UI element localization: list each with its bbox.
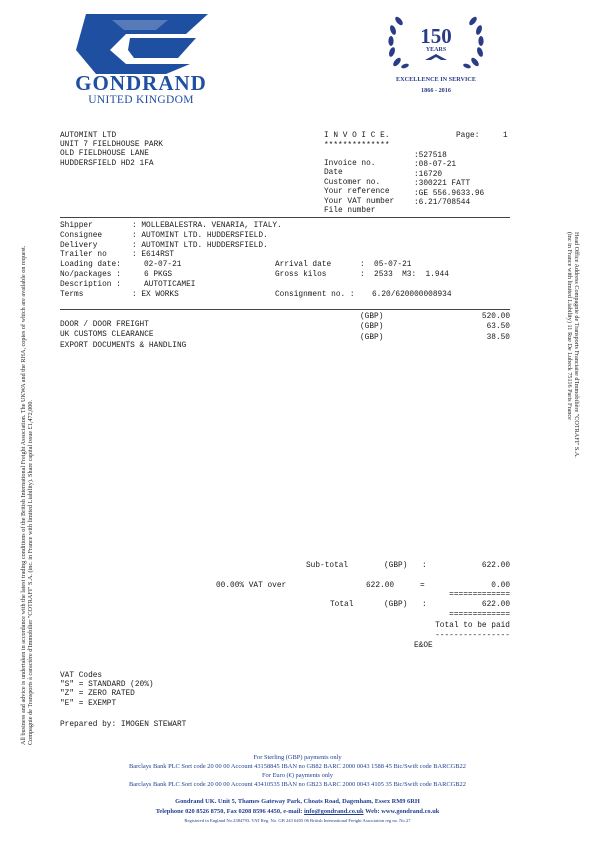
prepared-by: Prepared by: IMOGEN STEWART <box>60 721 187 729</box>
charge-description: EXPORT DOCUMENTS & HANDLING <box>60 341 187 350</box>
delivery-label: Delivery <box>60 241 98 250</box>
charge-description: UK CUSTOMS CLEARANCE <box>60 331 154 340</box>
vat-codes <box>60 672 154 709</box>
arrival-label: Arrival date <box>275 261 332 270</box>
gross-label: Gross kilos <box>275 271 327 279</box>
gondrand-g-icon <box>68 12 213 74</box>
consignee-label: Consignee <box>60 231 103 240</box>
trailer-value: : E614RST <box>132 251 175 260</box>
field-value: :527518 <box>414 152 447 160</box>
vat-code: "S" = STANDARD (20%) <box>60 681 154 690</box>
shipment-details <box>60 222 520 307</box>
page-number: 1 <box>503 132 508 140</box>
footer-registered: Registered in England No.2384793. VAT Reg. No. GB 243 6405 06 British International Freight Association reg no. No.27 <box>184 818 411 823</box>
field-value: :300221 FATT <box>414 180 471 189</box>
side-text-right <box>566 232 580 582</box>
total-label: Total <box>330 601 354 609</box>
vat-code: "E" = EXEMPT <box>60 699 117 708</box>
loading-label: Loading date: <box>60 261 121 270</box>
invoice-title: I N V O I C E. <box>324 132 390 140</box>
packages-label: No/packages : <box>60 271 121 279</box>
subtotal-currency: (GBP) <box>384 562 408 570</box>
divider <box>60 309 510 310</box>
terms-value: : EX WORKS <box>132 290 179 299</box>
invoice-fields <box>324 152 524 215</box>
subtotal-label: Sub-total <box>306 562 349 570</box>
vat-label: 00.00% VAT over <box>216 582 287 590</box>
address-line: OLD FIELDHOUSE LANE <box>60 150 149 159</box>
charge-amount: 520.00 <box>481 313 510 321</box>
description-value: AUTOTICAMEI <box>144 280 196 289</box>
loading-value: 02-07-21 <box>144 261 182 270</box>
company-logo <box>68 12 213 107</box>
terms-label: Terms <box>60 290 84 299</box>
total-currency: (GBP) <box>384 601 408 609</box>
side-right-line2: (inc in France with limited Liability) 11 Rue De Lubeck 75116 Paris France <box>566 232 573 420</box>
shipper-value: : MOLLEBALESTRA. VENARIA, ITALY. <box>132 222 282 230</box>
charges-table <box>60 313 510 350</box>
vat-amount: 0.00 <box>491 582 510 590</box>
gross-value: : 2533 M3: 1.944 <box>360 271 449 279</box>
consignee-value: : AUTOMINT LTD. HUDDERSFIELD. <box>132 231 268 240</box>
address-line: AUTOMINT LTD <box>60 132 117 140</box>
charge-currency: (GBP) <box>360 313 384 321</box>
vat-base: 622.00 <box>366 582 395 590</box>
footer-euro-title: For Euro (€) payments only <box>262 772 333 779</box>
address-line: UNIT 7 FIELDHOUSE PARK <box>60 141 163 150</box>
invoice-field-row <box>324 198 524 215</box>
charge-amount: 63.50 <box>486 323 510 332</box>
total-to-pay: Total to be paid <box>435 622 510 630</box>
field-value: :GE 556.9633.96 <box>414 189 485 198</box>
delivery-value: : AUTOMINT LTD. HUDDERSFIELD. <box>132 241 268 250</box>
subtotal-amount: 622.00 <box>481 562 510 570</box>
vat-codes-title: VAT Codes <box>60 672 103 680</box>
customer-address <box>60 132 163 169</box>
footer-web: Web: www.gondrand.co.uk <box>363 808 440 815</box>
description-label: Description : <box>60 280 121 289</box>
charge-amount: 38.50 <box>486 333 510 342</box>
footer-sterling-bank: Barclays Bank PLC Sort code 20 00 00 Account 43158845 IBAN no GB82 BARC 2000 0043 1588 45 Bic/Swift code BARCGB22 <box>129 763 466 770</box>
field-value: :16720 <box>414 170 443 179</box>
total-amount: 622.00 <box>481 601 510 609</box>
footer-contact <box>0 808 595 815</box>
divider <box>60 217 510 218</box>
packages-value: 6 PKGS <box>144 271 173 279</box>
field-label: Invoice no. <box>324 160 376 168</box>
company-region: UNITED KINGDOM <box>88 94 194 106</box>
side-right-line1: Head Office Address Compagnie de Transports Franciaise d'Immobilière "COTRAFI" S.A. <box>573 232 580 458</box>
total-rule: ============= <box>449 591 510 599</box>
subtotal-colon: : <box>422 562 427 570</box>
field-label: Your reference <box>324 188 390 197</box>
field-label: Your VAT number <box>324 197 395 206</box>
badge-period: 1866 - 2016 <box>421 87 451 94</box>
charge-description: DOOR / DOOR FREIGHT <box>60 321 149 329</box>
field-value: :08-07-21 <box>414 161 457 170</box>
consignment-label: Consignment no. : <box>275 290 355 299</box>
footer-telephone: Telephone 020 8526 8750, Fax 0208 8596 4450, e-mail: <box>155 808 305 815</box>
side-left-line2: Compagnie de Transports à caractère d'Immobilier "COTRAFI" S.A. (inc. in France with limited Liability). Share capital issue £1,472,000. <box>27 399 34 745</box>
total-colon: : <box>422 601 427 609</box>
arrival-value: : 05-07-21 <box>360 261 412 270</box>
charge-currency: (GBP) <box>360 323 384 332</box>
footer-sterling-title: For Sterling (GBP) payments only <box>253 754 342 761</box>
field-label: Customer no. <box>324 178 381 187</box>
side-left-line1: All business and advice is undertaken in accordance with the latest trading conditions of the British International Freight Association. The UKWA and the RHA, copies of which are available on request. <box>20 245 27 745</box>
badge-tagline: EXCELLENCE IN SERVICE <box>396 76 476 83</box>
total-rule: ============= <box>449 611 510 619</box>
totals-block <box>200 562 510 657</box>
charge-currency: (GBP) <box>360 333 384 342</box>
vat-code: "Z" = ZERO RATED <box>60 690 135 699</box>
company-name: GONDRAND <box>75 71 207 95</box>
invoice-stars: ************** <box>324 142 390 150</box>
side-text-left <box>20 95 34 745</box>
charge-row <box>60 333 510 350</box>
badge-years: YEARS <box>425 47 447 53</box>
consignment-value: 6.20/620000008934 <box>372 290 452 299</box>
field-value: :6.21/708544 <box>414 198 471 207</box>
page-label: Page: <box>456 132 480 140</box>
eoe: E&OE <box>414 642 433 650</box>
badge-number: 150 <box>420 24 452 48</box>
trailer-label: Trailer no <box>60 251 107 260</box>
shipper-label: Shipper <box>60 222 93 230</box>
anniversary-badge <box>383 10 489 100</box>
field-label: Date <box>324 169 343 178</box>
vat-equals: = <box>420 582 425 590</box>
footer-email-link[interactable]: info@gondrand.co.uk <box>304 808 364 815</box>
address-line: HUDDERSFIELD HD2 1FA <box>60 159 154 168</box>
to-pay-rule: ---------------- <box>435 632 510 640</box>
footer-euro-bank: Barclays Bank PLC Sort code 20 00 00 Account 43410535 IBAN no GB23 BARC 2000 0043 4105 35 Bic/Swift code BARCGB22 <box>129 781 466 788</box>
field-label: File number <box>324 206 376 215</box>
footer-address: Gondrand UK. Unit 5, Thames Gateway Park, Choats Road, Dagenham, Essex RM9 6RH <box>175 798 420 805</box>
